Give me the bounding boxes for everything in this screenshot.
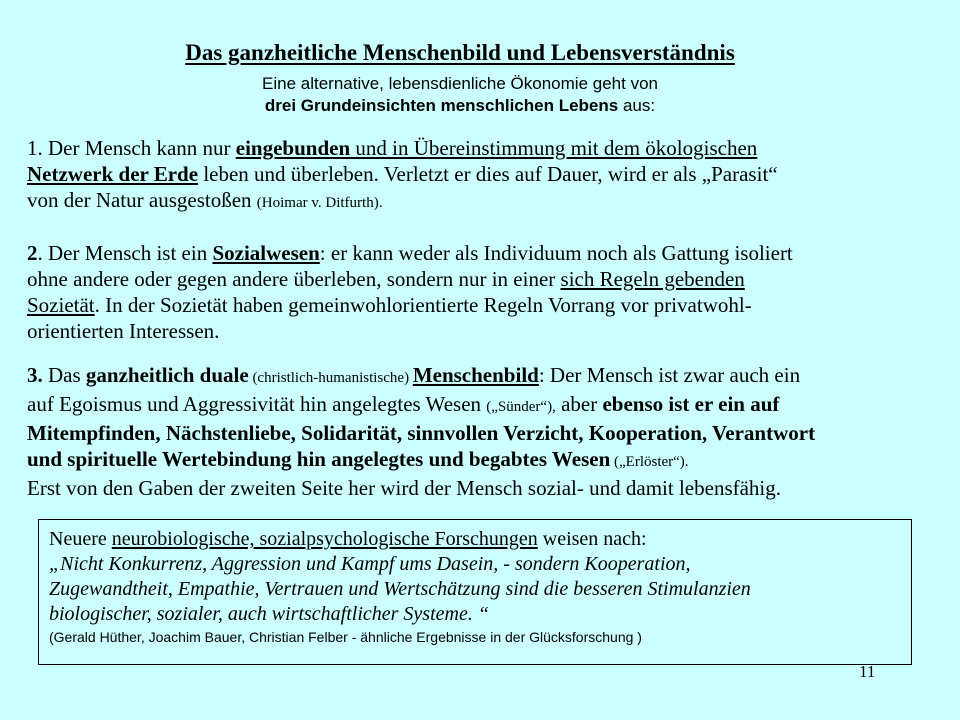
point-1-number: 1. [27,136,43,160]
point-1-highlight-2: Netzwerk der Erde [27,162,199,186]
point-2-text-5: orientierten Interessen. [27,319,220,343]
point-3-text-5: Erst von den Gaben der zweiten Seite her wird der Mensch sozial- und damit lebensfähig. [27,476,782,500]
point-3-note-3: („Erlöster“). [610,454,689,470]
point-3-text-2: : Der Mensch ist zwar auch ein [538,363,801,387]
point-1-text: Der Mensch kann nur [42,136,236,160]
subtitle [0,73,920,117]
point-2-highlight: Sozialwesen [212,241,320,265]
point-3-text: Das [42,363,86,387]
point-1-highlight: eingebunden [235,136,351,160]
subtitle-end: aus: [618,96,656,115]
point-2-text-2: : er kann weder als Individuum noch als Gattung isoliert [319,241,793,265]
point-3-bold-2: ebenso ist er ein auf [602,392,780,416]
point-1-source: (Hoimar v. Ditfurth). [256,195,383,211]
page-title: Das ganzheitliche Menschenbild und Lebensverständnis [185,40,735,65]
point-3-note: (christlich-humanistische) [248,370,413,386]
point-2 [27,240,937,344]
research-quote-box [38,519,912,665]
point-3-number: 3. [27,363,43,387]
point-3-note-2: („Sünder“), [486,399,556,415]
subtitle-line-1: Eine alternative, lebensdienliche Ökonomie geht von [262,74,658,93]
quote-line-3: biologischer, sozialer, auch wirtschaftlicher Systeme. “ [49,603,489,625]
point-2-text-3: ohne andere oder gegen andere überleben, sondern nur in einer [27,267,561,291]
point-2-text: . Der Mensch ist ein [37,241,213,265]
point-3-bold-3: Mitempfinden, Nächstenliebe, Solidarität, sinnvollen Verzicht, Kooperation, Verantwort [27,421,816,445]
point-3-bold-4: und spirituelle Wertebindung hin angelegtes und begabtes Wesen [27,447,611,471]
point-3-highlight: Menschenbild [412,363,539,387]
subtitle-bold: drei Grundeinsichten menschlichen Lebens [264,96,619,115]
point-1 [27,135,937,216]
quote-reference: (Gerald Hüther, Joachim Bauer, Christian Felber - ähnliche Ergebnisse in der Glücksforschung ) [49,629,642,645]
box-text: Neuere [49,528,112,550]
point-2-number: 2 [27,241,38,265]
point-2-underlined: sich Regeln gebenden [560,267,745,291]
quote-line-2: Zugewandtheit, Empathie, Vertrauen und Wertschätzung sind die besseren Stimulanzien [49,578,751,600]
point-3-bold: ganzheitlich duale [85,363,249,387]
box-text-2: weisen nach: [537,528,647,550]
page-number: 11 [859,662,876,681]
point-2-text-4: . In der Sozietät haben gemeinwohlorientierte Regeln Vorrang vor privatwohl- [94,293,752,317]
point-1-text-3: von der Natur ausgestoßen [27,188,257,212]
point-1-text-2: leben und überleben. Verletzt er dies auf Dauer, wird er als „Parasit“ [198,162,778,186]
point-1-underlined: und in Übereinstimmung mit dem ökologischen [350,136,758,160]
subtitle-line-2 [0,95,920,117]
point-2-underlined-2: Sozietät [27,293,95,317]
point-3-text-3: auf Egoismus und Aggressivität hin angelegtes Wesen [27,392,487,416]
quote-line-1: „Nicht Konkurrenz, Aggression und Kampf ums Dasein, - sondern Kooperation, [49,553,691,575]
box-underlined: neurobiologische, sozialpsychologische Forschungen [111,528,538,550]
point-3-text-4: aber [555,392,603,416]
point-3 [27,362,937,501]
